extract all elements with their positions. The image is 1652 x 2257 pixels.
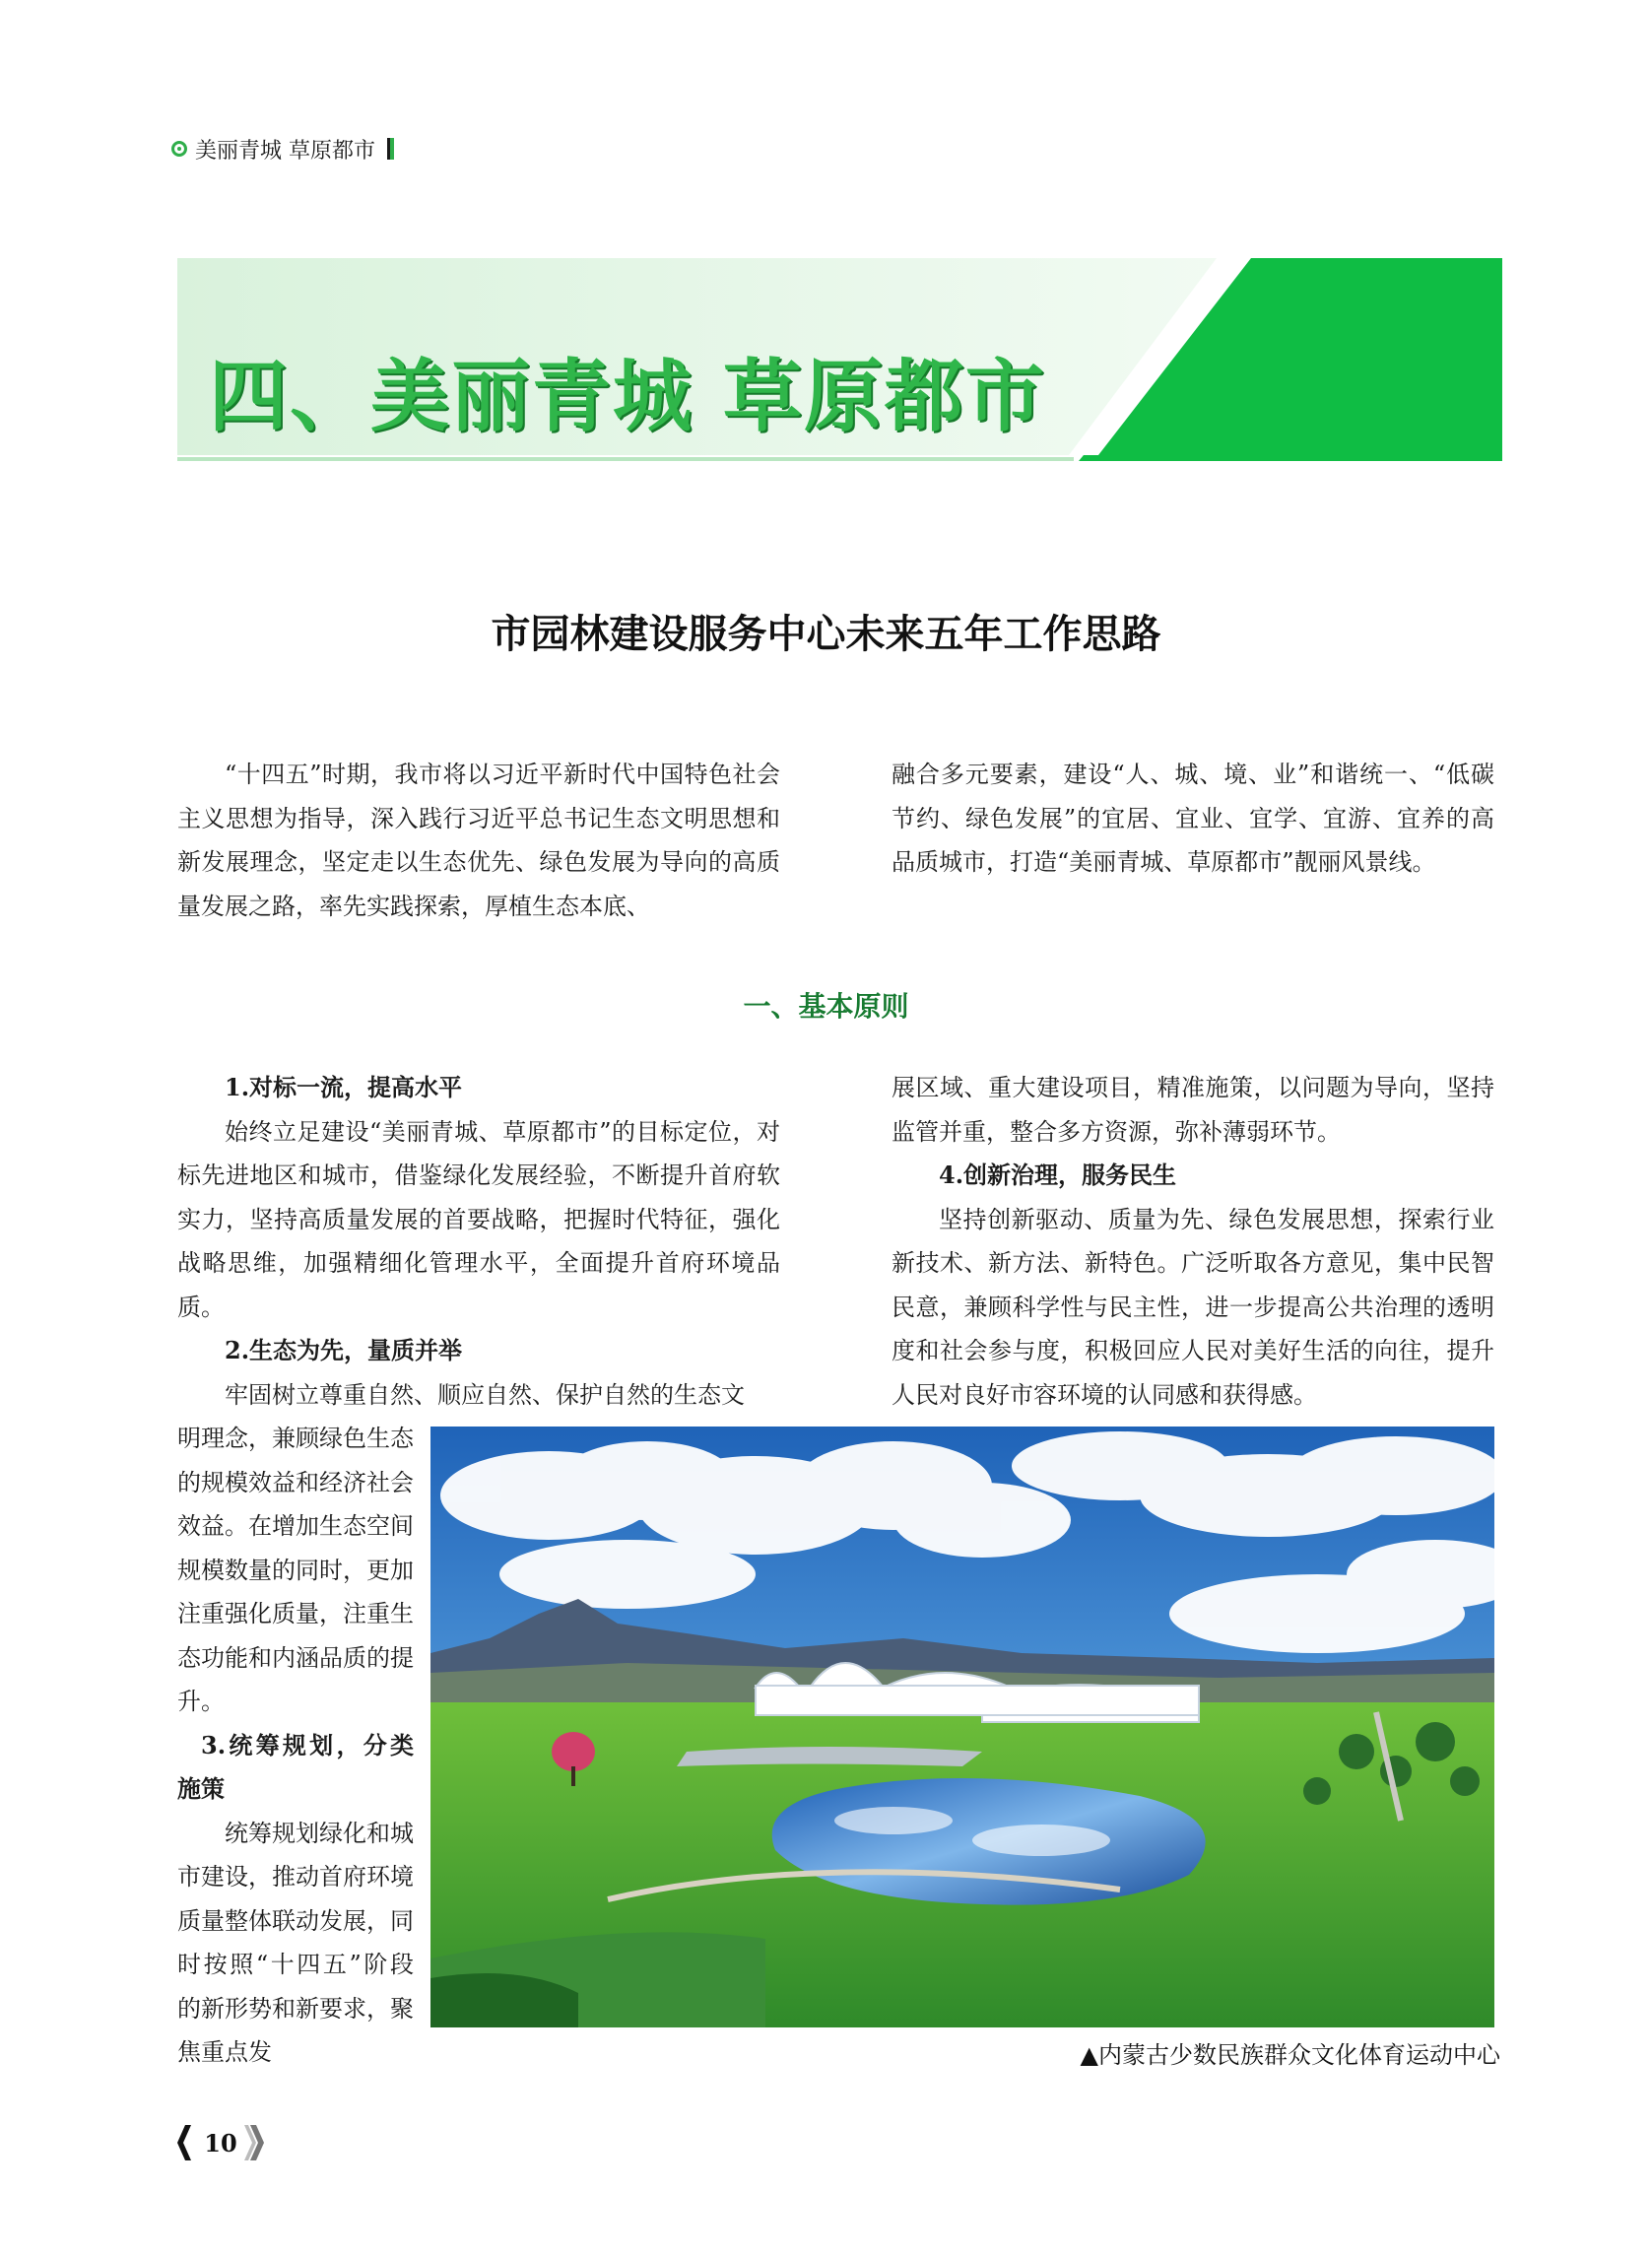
section-heading: 一、基本原则 bbox=[743, 990, 909, 1023]
principle-4-text: 坚持创新驱动、质量为先、绿色发展思想，探索行业新技术、新方法、新特色。广泛听取各方意见，集中民智民意，兼顾科学性与民主性，进一步提高公共治理的透明度和社会参与度，积极回应人民对美好生活的向往，提升人民对良好市容环境的认同感和获得感。 bbox=[892, 1205, 1494, 1409]
photo-caption: ▲内蒙古少数民族群众文化体育运动中心 bbox=[1080, 2041, 1500, 2069]
banner-title: 四、美丽青城 草原都市 bbox=[209, 351, 1046, 442]
principle-3-text: 统筹规划绿化和城市建设，推动首府环境质量整体联动发展，同时按照“十四五”阶段的新形势和新要求，聚焦重点发 bbox=[177, 1819, 414, 2066]
principle-2-text-b: 明理念，兼顾绿色生态的规模效益和经济社会效益。在增加生态空间规模数量的同时，更加注重强化质量，注重生态功能和内涵品质的提升。 bbox=[177, 1425, 414, 1715]
principle-2-heading: 2.生态为先，量质并举 bbox=[225, 1336, 463, 1364]
principle-4-heading: 4.创新治理，服务民生 bbox=[939, 1161, 1177, 1189]
page-number: 10 bbox=[204, 2128, 237, 2157]
principle-1-text: 始终立足建设“美丽青城、草原都市”的目标定位，对标先进地区和城市，借鉴绿化发展经验，不断提升首府软实力，坚持高质量发展的首要战略，把握时代特征，强化战略思维，加强精细化管理水平，全面提升首府环境品质。 bbox=[177, 1117, 780, 1321]
circle-target-icon bbox=[171, 141, 187, 157]
principle-1-heading: 1.对标一流，提高水平 bbox=[225, 1073, 463, 1101]
intro-paragraph-right: 融合多元要素，建设“人、城、境、业”和谐统一、“低碳节约、绿色发展”的宜居、宜业、宜学、宜游、宜养的高品质城市，打造“美丽青城、草原都市”靓丽风景线。 bbox=[892, 761, 1494, 876]
header-bar-icon bbox=[387, 138, 394, 160]
principle-2-text-a: 牢固树立尊重自然、顺应自然、保护自然的生态文 bbox=[225, 1380, 745, 1409]
article-title: 市园林建设服务中心未来五年工作思路 bbox=[491, 612, 1161, 657]
right-column-body bbox=[892, 1066, 1494, 1417]
running-header bbox=[171, 132, 394, 166]
intro-right-column bbox=[892, 753, 1494, 885]
intro-left-column bbox=[177, 753, 780, 928]
intro-paragraph-left: “十四五”时期，我市将以习近平新时代中国特色社会主义思想为指导，深入践行习近平总书记生态文明思想和新发展理念，坚定走以生态优先、绿色发展为导向的高质量发展之路，率先实践探索，厚植生态本底、 bbox=[177, 761, 780, 920]
left-narrow-column bbox=[177, 1417, 414, 2075]
principle-3-continued: 展区域、重大建设项目，精准施策，以问题为导向，坚持监管并重，整合多方资源，弥补薄弱环节。 bbox=[892, 1074, 1494, 1146]
running-header-text: 美丽青城 草原都市 bbox=[195, 138, 375, 164]
landscape-photo bbox=[430, 1427, 1494, 2027]
left-column-body bbox=[177, 1066, 780, 1417]
principle-3-heading: 3.统筹规划，分类施策 bbox=[177, 1730, 414, 1803]
